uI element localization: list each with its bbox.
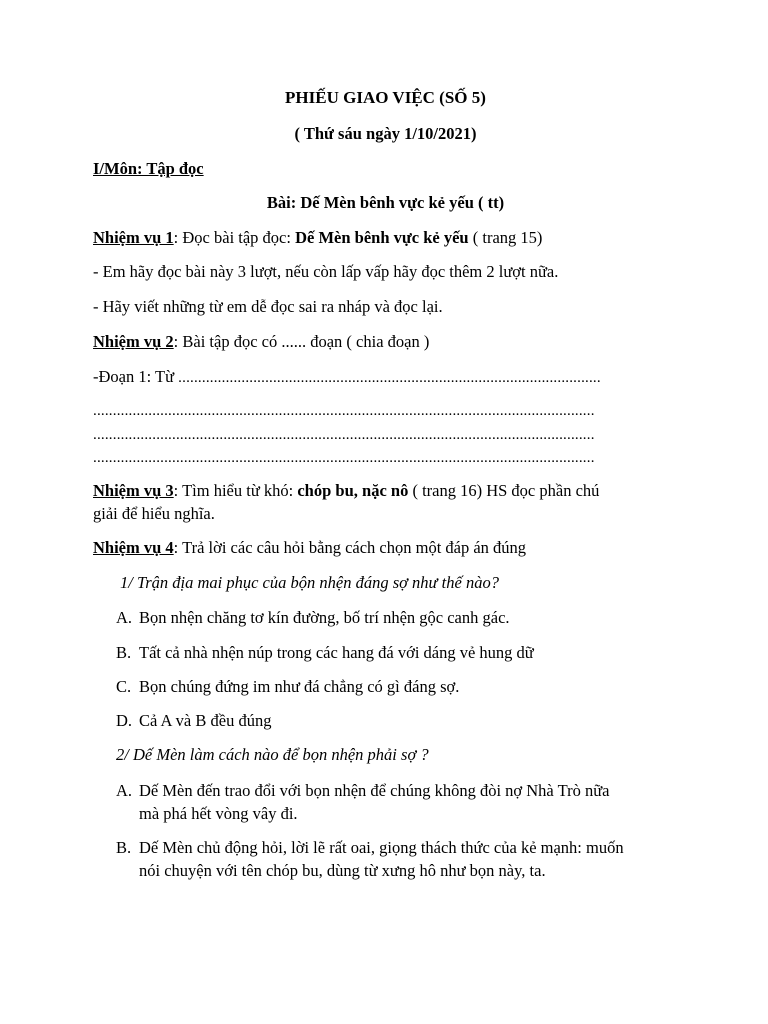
task3-instruction-cont: ( trang 16) HS đọc phần chú — [408, 481, 600, 500]
option-letter: B. — [116, 838, 132, 857]
task3-label: Nhiệm vụ 3 — [93, 481, 174, 500]
task4-label: Nhiệm vụ 4 — [93, 538, 174, 557]
option-letter: A. — [116, 781, 133, 800]
task3-line — [93, 480, 599, 502]
task1-instruction-1: - Em hãy đọc bài này 3 lượt, nếu còn lấp vấp hãy đọc thêm 2 lượt nữa. — [93, 262, 559, 281]
task3-instruction: : Tìm hiểu từ khó: — [173, 481, 298, 500]
answer-blank-line-2[interactable]: ............................................................................................................................... — [93, 427, 595, 443]
task2-line — [93, 331, 429, 353]
task1-instruction: : Đọc bài tập đọc: — [173, 228, 296, 247]
question-2: 2/ Dế Mèn làm cách nào để bọn nhện phải sợ ? — [116, 745, 429, 764]
task2-label: Nhiệm vụ 2 — [93, 332, 174, 351]
option-text: Cả A và B đều đúng — [139, 711, 272, 730]
paragraph1-answer-blank[interactable]: ........................................................................................................... — [178, 370, 601, 386]
answer-blank-line-3[interactable]: ............................................................................................................................... — [93, 450, 595, 466]
option-letter: D. — [116, 711, 133, 730]
q1-option-c[interactable] — [116, 675, 678, 698]
option-text: Bọn chúng đứng im như đá chẳng có gì đáng sợ. — [139, 677, 460, 696]
task1-instruction-2: - Hãy viết những từ em dễ đọc sai ra nháp và đọc lại. — [93, 297, 443, 316]
option-text-line1: Dế Mèn chủ động hỏi, lời lẽ rất oai, giọng thách thức của kẻ mạnh: muốn — [139, 838, 624, 857]
lesson-title: Bài: Dế Mèn bênh vực kẻ yếu ( tt) — [266, 193, 505, 212]
answer-blank-line-1[interactable]: ............................................................................................................................... — [93, 403, 595, 419]
paragraph1-label: -Đoạn 1: Từ — [93, 367, 179, 386]
worksheet-title: PHIẾU GIAO VIỆC (SỐ 5) — [285, 88, 486, 107]
task4-line — [93, 537, 526, 559]
subject-heading: I/Môn: Tập đọc — [93, 159, 204, 178]
q1-option-b[interactable] — [116, 641, 678, 664]
option-letter: A. — [116, 608, 133, 627]
option-letter: B. — [116, 643, 132, 662]
task3-instruction-line2: giải để hiểu nghĩa. — [93, 504, 215, 523]
q1-option-a[interactable] — [116, 606, 678, 629]
option-text-line1: Dế Mèn đến trao đổi với bọn nhện để chúng không đòi nợ Nhà Trò nữa — [139, 781, 610, 800]
task1-label: Nhiệm vụ 1 — [93, 228, 174, 247]
paragraph1-line — [93, 366, 601, 389]
worksheet-date: ( Thứ sáu ngày 1/10/2021) — [294, 124, 477, 143]
question-1: 1/ Trận địa mai phục của bộn nhện đáng sợ như thế nào? — [120, 573, 499, 592]
task1-reading-title: Dế Mèn bênh vực kẻ yếu — [295, 228, 469, 247]
option-text-line2: mà phá hết vòng vây đi. — [139, 804, 298, 823]
task4-instruction: : Trả lời các câu hỏi bằng cách chọn một đáp án đúng — [173, 538, 527, 557]
q2-option-b[interactable] — [116, 836, 678, 882]
q2-option-a[interactable] — [116, 779, 678, 825]
option-text: Tất cả nhà nhện núp trong các hang đá với dáng vẻ hung dữ — [139, 643, 534, 662]
option-text-line2: nói chuyện với tên chóp bu, dùng từ xưng hô như bọn này, ta. — [139, 861, 546, 880]
option-letter: C. — [116, 677, 132, 696]
worksheet-page — [93, 0, 678, 1024]
task1-line — [93, 227, 542, 249]
task3-words: chóp bu, nặc nô — [297, 481, 409, 500]
option-text: Bọn nhện chăng tơ kín đường, bố trí nhện gộc canh gác. — [139, 608, 510, 627]
q1-option-d[interactable] — [116, 709, 678, 732]
task1-page: ( trang 15) — [468, 228, 543, 247]
task2-instruction: : Bài tập đọc có ...... đoạn ( chia đoạn ) — [173, 332, 430, 351]
